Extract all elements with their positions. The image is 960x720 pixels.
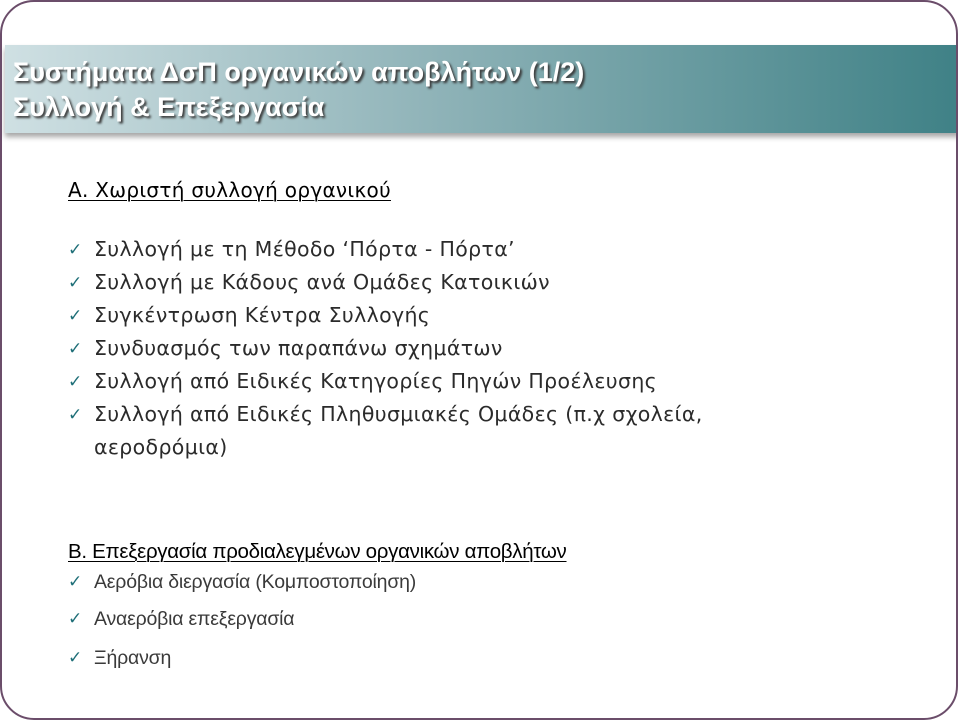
check-mark-icon: ✓ xyxy=(68,648,83,668)
section-a-heading: Α. Χωριστή συλλογή οργανικού xyxy=(68,178,391,202)
list-item-text: Αερόβια διεργασία (Κομποστοποίηση) xyxy=(94,571,417,593)
list-item-text: Συνδυασμός των παραπάνω σχημάτων xyxy=(94,336,503,360)
list-item-text: Συλλογή με τη Μέθοδο ‘Πόρτα - Πόρτα’ xyxy=(94,237,515,261)
slide-subtitle: Συλλογή & Επεξεργασία xyxy=(13,92,325,122)
check-mark-icon: ✓ xyxy=(68,572,83,592)
check-mark-icon: ✓ xyxy=(68,372,83,392)
check-mark-icon: ✓ xyxy=(68,339,83,359)
slide-title: Συστήματα ΔσΠ οργανικών αποβλήτων (1/2) xyxy=(13,57,585,87)
list-item-text: Συγκέντρωση Κέντρα Συλλογής xyxy=(94,303,431,327)
list-item-text: Ξήρανση xyxy=(94,647,172,669)
list-item-text: Συλλογή με Κάδους ανά Ομάδες Κατοικιών xyxy=(94,270,550,294)
check-mark-icon: ✓ xyxy=(68,609,83,629)
check-mark-icon: ✓ xyxy=(68,405,83,425)
list-item-text: αεροδρόμια) xyxy=(94,435,228,459)
check-mark-icon: ✓ xyxy=(68,273,83,293)
section-b-heading: Β. Επεξεργασία προδιαλεγμένων οργανικών αποβλήτων xyxy=(68,540,567,563)
list-item-text: Αναερόβια επεξεργασία xyxy=(94,608,295,630)
title-bar xyxy=(5,45,958,133)
check-mark-icon: ✓ xyxy=(68,240,83,260)
list-item-text: Συλλογή από Ειδικές Κατηγορίες Πηγών Προέλευσης xyxy=(94,369,658,393)
list-item-text: Συλλογή από Ειδικές Πληθυσμιακές Ομάδες (π.χ σχολεία, xyxy=(94,402,703,426)
check-mark-icon: ✓ xyxy=(68,306,83,326)
